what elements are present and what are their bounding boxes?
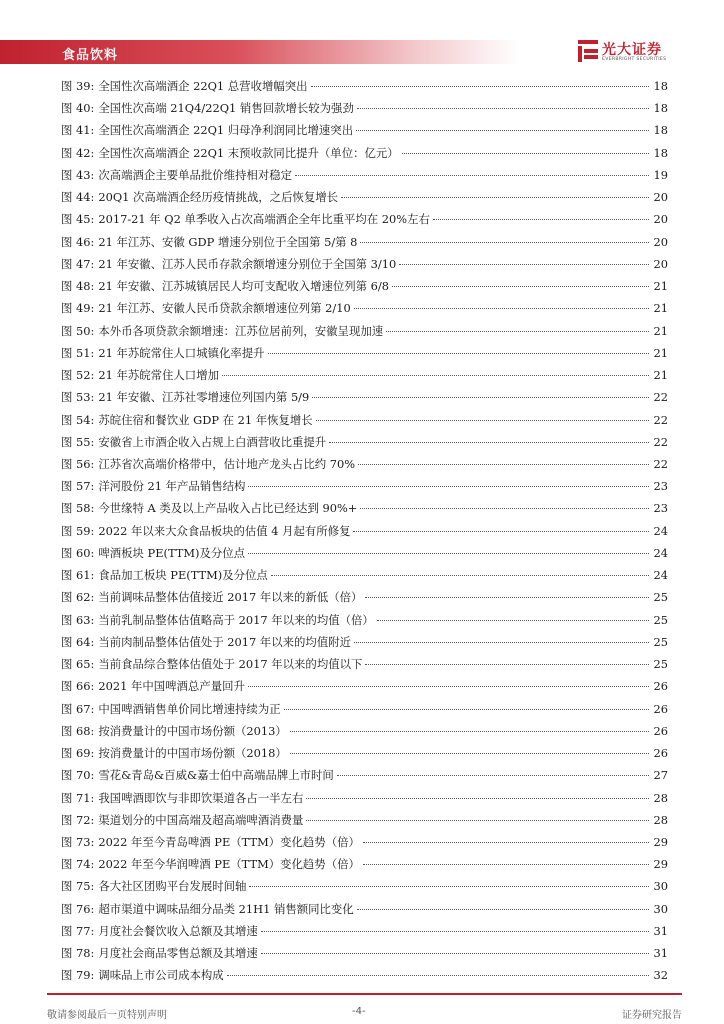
toc-leader-dots	[248, 686, 649, 687]
toc-figure-number: 图 68:	[61, 723, 95, 738]
toc-leader-dots	[365, 664, 649, 665]
toc-page-number: 26	[653, 679, 668, 694]
toc-figure-title: 当前食品综合整体估值处于 2017 年以来的均值以下	[98, 657, 363, 672]
toc-entry[interactable]	[61, 520, 668, 542]
toc-entry[interactable]	[61, 942, 668, 964]
section-title: 食品饮料	[62, 48, 119, 63]
toc-entry[interactable]	[61, 253, 668, 275]
toc-figure-number: 图 79:	[61, 968, 95, 983]
toc-page-number: 23	[653, 479, 668, 494]
toc-figure-title: 月度社会餐饮收入总额及其增速	[98, 923, 258, 938]
toc-page-number: 22	[653, 390, 668, 405]
toc-figure-title: 全国性次高端 21Q4/22Q1 销售回款增长较为强劲	[98, 101, 354, 116]
toc-page-number: 22	[653, 434, 668, 449]
toc-entry[interactable]	[61, 675, 668, 697]
toc-page-number: 21	[653, 345, 668, 360]
toc-figure-number: 图 64:	[61, 634, 95, 649]
toc-figure-number: 图 70:	[61, 768, 95, 783]
toc-leader-dots	[290, 753, 649, 754]
toc-figure-number: 图 46:	[61, 234, 95, 249]
toc-entry[interactable]	[61, 386, 668, 408]
toc-figure-number: 图 71:	[61, 790, 95, 805]
toc-figure-number: 图 52:	[61, 368, 95, 383]
toc-page-number: 26	[653, 723, 668, 738]
toc-leader-dots	[227, 975, 649, 976]
toc-entry[interactable]	[61, 875, 668, 897]
toc-leader-dots	[377, 620, 649, 621]
toc-figure-title: 食品加工板块 PE(TTM)及分位点	[98, 568, 268, 583]
toc-page-number: 24	[653, 545, 668, 560]
toc-page-number: 21	[653, 323, 668, 338]
toc-page-number: 18	[653, 101, 668, 116]
toc-leader-dots	[329, 442, 649, 443]
toc-figure-number: 图 65:	[61, 657, 95, 672]
toc-page-number: 25	[653, 657, 668, 672]
toc-entry[interactable]	[61, 164, 668, 186]
toc-entry[interactable]	[61, 364, 668, 386]
toc-figure-title: 安徽省上市酒企收入占规上白酒营收比重提升	[98, 434, 327, 449]
toc-entry[interactable]	[61, 920, 668, 942]
toc-figure-number: 图 53:	[61, 390, 95, 405]
toc-leader-dots	[261, 931, 649, 932]
toc-figure-title: 2022 年以来大众食品板块的估值 4 月起有所修复	[98, 523, 351, 538]
toc-leader-dots	[356, 130, 649, 131]
toc-leader-dots	[354, 308, 649, 309]
toc-figure-number: 图 42:	[61, 145, 95, 160]
toc-page-number: 32	[653, 968, 668, 983]
toc-entry[interactable]	[61, 787, 668, 809]
toc-page-number: 24	[653, 523, 668, 538]
toc-page-number: 28	[653, 812, 668, 827]
toc-figure-number: 图 44:	[61, 190, 95, 205]
toc-leader-dots	[249, 886, 649, 887]
toc-entry[interactable]	[61, 898, 668, 920]
toc-page-number: 23	[653, 501, 668, 516]
toc-figure-number: 图 72:	[61, 812, 95, 827]
toc-leader-dots	[248, 553, 649, 554]
toc-figure-number: 图 73:	[61, 834, 95, 849]
toc-leader-dots	[311, 86, 649, 87]
toc-figure-title: 全国性次高端酒企 22Q1 总营收增幅突出	[98, 79, 308, 93]
toc-entry[interactable]	[61, 75, 668, 97]
toc-leader-dots	[363, 842, 649, 843]
toc-entry[interactable]	[61, 497, 668, 519]
toc-page-number: 21	[653, 368, 668, 383]
toc-entry[interactable]	[61, 342, 668, 364]
toc-leader-dots	[337, 775, 649, 776]
toc-figure-title: 我国啤酒即饮与非即饮渠道各占一半左右	[98, 790, 304, 805]
footer-disclaimer: 敬请参阅最后一页特别声明	[47, 1010, 167, 1021]
toc-leader-dots	[295, 175, 649, 176]
toc-leader-dots	[271, 575, 649, 576]
toc-leader-dots	[402, 153, 649, 154]
toc-figure-title: 中国啤酒销售单价同比增速持续为正	[98, 701, 281, 716]
toc-page-number: 22	[653, 456, 668, 471]
toc-page-number: 25	[653, 612, 668, 627]
toc-figure-title: 按消费量计的中国市场份额（2018）	[98, 746, 287, 761]
toc-entry[interactable]	[61, 475, 668, 497]
toc-figure-number: 图 63:	[61, 612, 95, 627]
toc-leader-dots	[316, 420, 649, 421]
logo-text: 光大证券	[602, 42, 662, 58]
toc-entry[interactable]	[61, 742, 668, 764]
toc-figure-number: 图 60:	[61, 545, 95, 560]
toc-leader-dots	[358, 464, 649, 465]
toc-page-number: 24	[653, 568, 668, 583]
toc-figure-number: 图 59:	[61, 523, 95, 538]
toc-figure-number: 图 62:	[61, 590, 95, 605]
toc-figure-number: 图 69:	[61, 746, 95, 761]
toc-figure-title: 月度社会商品零售总额及其增速	[98, 946, 258, 961]
toc-figure-title: 21 年江苏、安徽 GDP 增速分别位于全国第 5/第 8	[98, 234, 358, 249]
toc-leader-dots	[248, 486, 649, 487]
toc-leader-dots	[341, 197, 649, 198]
toc-entry[interactable]	[61, 320, 668, 342]
toc-figure-number: 图 41:	[61, 123, 95, 138]
toc-page-number: 26	[653, 746, 668, 761]
toc-figure-title: 20Q1 次高端酒企经历疫情挑战，之后恢复增长	[98, 190, 339, 205]
toc-leader-dots	[386, 331, 649, 332]
toc-leader-dots	[433, 219, 649, 220]
toc-page-number: 29	[653, 857, 668, 872]
toc-page-number: 20	[653, 190, 668, 205]
toc-figure-title: 渠道划分的中国高端及超高端啤酒消费量	[98, 812, 304, 827]
logo-subtext: EVERBRIGHT SECURITIES	[602, 57, 667, 62]
toc-page-number: 25	[653, 634, 668, 649]
toc-figure-title: 21 年安徽、江苏城镇居民人均可支配收入增速位列第 6/8	[98, 279, 390, 294]
toc-page-number: 22	[653, 412, 668, 427]
toc-page-number: 31	[653, 946, 668, 961]
toc-figure-title: 调味品上市公司成本构成	[98, 968, 224, 983]
footer-divider	[47, 993, 682, 995]
toc-entry[interactable]	[61, 831, 668, 853]
toc-page-number: 21	[653, 279, 668, 294]
toc-page-number: 18	[653, 123, 668, 138]
toc-entry[interactable]	[61, 653, 668, 675]
toc-page-number: 30	[653, 879, 668, 894]
toc-leader-dots	[360, 242, 649, 243]
toc-page-number: 26	[653, 701, 668, 716]
toc-leader-dots	[360, 508, 649, 509]
toc-figure-number: 图 45:	[61, 212, 95, 227]
toc-entry[interactable]	[61, 853, 668, 875]
toc-entry[interactable]	[61, 720, 668, 742]
toc-figure-number: 图 54:	[61, 412, 95, 427]
toc-leader-dots	[284, 709, 649, 710]
toc-figure-title: 2017-21 年 Q2 单季收入占次高端酒企全年比重平均在 20%左右	[98, 212, 430, 227]
toc-figure-title: 2022 年至今青岛啤酒 PE（TTM）变化趋势（倍）	[98, 834, 360, 849]
toc-figure-title: 当前调味品整体估值接近 2017 年以来的新低（倍）	[98, 590, 363, 605]
toc-leader-dots	[268, 353, 649, 354]
toc-leader-dots	[290, 731, 649, 732]
toc-leader-dots	[357, 108, 649, 109]
toc-figure-number: 图 78:	[61, 946, 95, 961]
toc-figure-title: 按消费量计的中国市场份额（2013）	[98, 723, 287, 738]
toc-figure-title: 2021 年中国啤酒总产量回升	[98, 679, 245, 694]
toc-figure-title: 各大社区团购平台发展时间轴	[98, 879, 247, 894]
toc-page-number: 31	[653, 923, 668, 938]
toc-figure-number: 图 48:	[61, 279, 95, 294]
toc-page-number: 19	[653, 167, 668, 182]
toc-leader-dots	[357, 909, 649, 910]
toc-figure-number: 图 67:	[61, 701, 95, 716]
toc-figure-title: 21 年苏皖常住人口城镇化率提升	[98, 345, 265, 360]
toc-leader-dots	[365, 597, 649, 598]
company-logo	[578, 38, 688, 68]
toc-leader-dots	[354, 642, 649, 643]
toc-entry[interactable]	[61, 809, 668, 831]
toc-entry[interactable]	[61, 609, 668, 631]
toc-leader-dots	[261, 953, 649, 954]
toc-figure-number: 图 61:	[61, 568, 95, 583]
toc-figure-title: 2022 年至今华润啤酒 PE（TTM）变化趋势（倍）	[98, 857, 360, 872]
toc-figure-number: 图 77:	[61, 923, 95, 938]
footer-doc-type: 证券研究报告	[622, 1010, 682, 1021]
toc-figure-title: 洋河股份 21 年产品销售结构	[98, 479, 246, 494]
toc-figure-number: 图 74:	[61, 857, 95, 872]
toc-figure-number: 图 57:	[61, 479, 95, 494]
toc-entry[interactable]	[61, 409, 668, 431]
toc-figure-title: 今世缘特 A 类及以上产品收入占比已经达到 90%+	[98, 501, 358, 516]
toc-figure-number: 图 51:	[61, 345, 95, 360]
toc-figure-title: 苏皖住宿和餐饮业 GDP 在 21 年恢复增长	[98, 412, 313, 427]
toc-figure-title: 全国性次高端酒企 22Q1 末预收款同比提升（单位：亿元）	[98, 145, 399, 160]
toc-entry[interactable]	[61, 186, 668, 208]
toc-page-number: 28	[653, 790, 668, 805]
toc-leader-dots	[363, 864, 649, 865]
toc-figure-number: 图 56:	[61, 456, 95, 471]
toc-figure-title: 当前肉制品整体估值处于 2017 年以来的均值附近	[98, 634, 351, 649]
toc-page-number: 18	[653, 79, 668, 93]
toc-figure-number: 图 40:	[61, 101, 95, 116]
toc-entry[interactable]	[61, 964, 668, 986]
toc-leader-dots	[399, 264, 649, 265]
toc-figure-title: 超市渠道中调味品细分品类 21H1 销售额同比变化	[98, 901, 354, 916]
toc-entry[interactable]	[61, 97, 668, 119]
toc-entry[interactable]	[61, 231, 668, 253]
toc-figure-number: 图 58:	[61, 501, 95, 516]
toc-page-number: 30	[653, 901, 668, 916]
toc-figure-number: 图 55:	[61, 434, 95, 449]
toc-figure-title: 雪花&青岛&百威&嘉士伯中高端品牌上市时间	[98, 768, 334, 783]
toc-figure-title: 当前乳制品整体估值略高于 2017 年以来的均值（倍）	[98, 612, 374, 627]
toc-page-number: 27	[653, 768, 668, 783]
toc-entry[interactable]	[61, 764, 668, 786]
toc-figure-title: 啤酒板块 PE(TTM)及分位点	[98, 545, 246, 560]
toc-figure-title: 21 年苏皖常住人口增加	[98, 368, 219, 383]
toc-figure-number: 图 50:	[61, 323, 95, 338]
toc-leader-dots	[222, 375, 649, 376]
toc-figure-number: 图 49:	[61, 301, 95, 316]
toc-entry[interactable]	[61, 564, 668, 586]
toc-entry[interactable]	[61, 542, 668, 564]
toc-figure-number: 图 43:	[61, 167, 95, 182]
toc-entry[interactable]	[61, 631, 668, 653]
toc-page-number: 29	[653, 834, 668, 849]
toc-entry[interactable]	[61, 142, 668, 164]
page-number: -4-	[352, 1006, 366, 1017]
toc-figure-number: 图 75:	[61, 879, 95, 894]
toc-entry[interactable]	[61, 698, 668, 720]
toc-entry[interactable]	[61, 297, 668, 319]
toc-figure-number: 图 66:	[61, 679, 95, 694]
toc-entry[interactable]	[61, 119, 668, 141]
toc-figure-title: 次高端酒企主要单品批价维持相对稳定	[98, 167, 292, 182]
toc-page-number: 20	[653, 234, 668, 249]
toc-entry[interactable]	[61, 453, 668, 475]
toc-leader-dots	[306, 820, 649, 821]
toc-page-number: 20	[653, 212, 668, 227]
toc-page-number: 25	[653, 590, 668, 605]
toc-figure-number: 图 76:	[61, 901, 95, 916]
everbright-logo-icon	[578, 40, 598, 62]
toc-figure-title: 全国性次高端酒企 22Q1 归母净利润同比增速突出	[98, 123, 354, 138]
toc-leader-dots	[306, 798, 649, 799]
toc-page-number: 21	[653, 301, 668, 316]
toc-page-number: 18	[653, 145, 668, 160]
toc-figure-title: 21 年安徽、江苏人民币存款余额增速分别位于全国第 3/10	[98, 256, 397, 271]
toc-figure-number: 图 47:	[61, 256, 95, 271]
figure-index	[61, 75, 668, 987]
toc-entry[interactable]	[61, 431, 668, 453]
toc-leader-dots	[392, 286, 649, 287]
toc-figure-title: 21 年安徽、江苏社零增速位列国内第 5/9	[98, 390, 310, 405]
toc-figure-title: 21 年江苏、安徽人民币贷款余额增速位列第 2/10	[98, 301, 351, 316]
toc-entry[interactable]	[61, 208, 668, 230]
toc-leader-dots	[353, 531, 649, 532]
toc-entry[interactable]	[61, 586, 668, 608]
toc-figure-title: 本外币各项贷款余额增速：江苏位居前列，安徽呈现加速	[98, 323, 384, 338]
toc-leader-dots	[312, 397, 649, 398]
toc-figure-title: 江苏省次高端价格带中，估计地产龙头占比约 70%	[98, 456, 356, 471]
toc-figure-number: 图 39:	[61, 79, 95, 93]
toc-entry[interactable]	[61, 275, 668, 297]
toc-page-number: 20	[653, 256, 668, 271]
